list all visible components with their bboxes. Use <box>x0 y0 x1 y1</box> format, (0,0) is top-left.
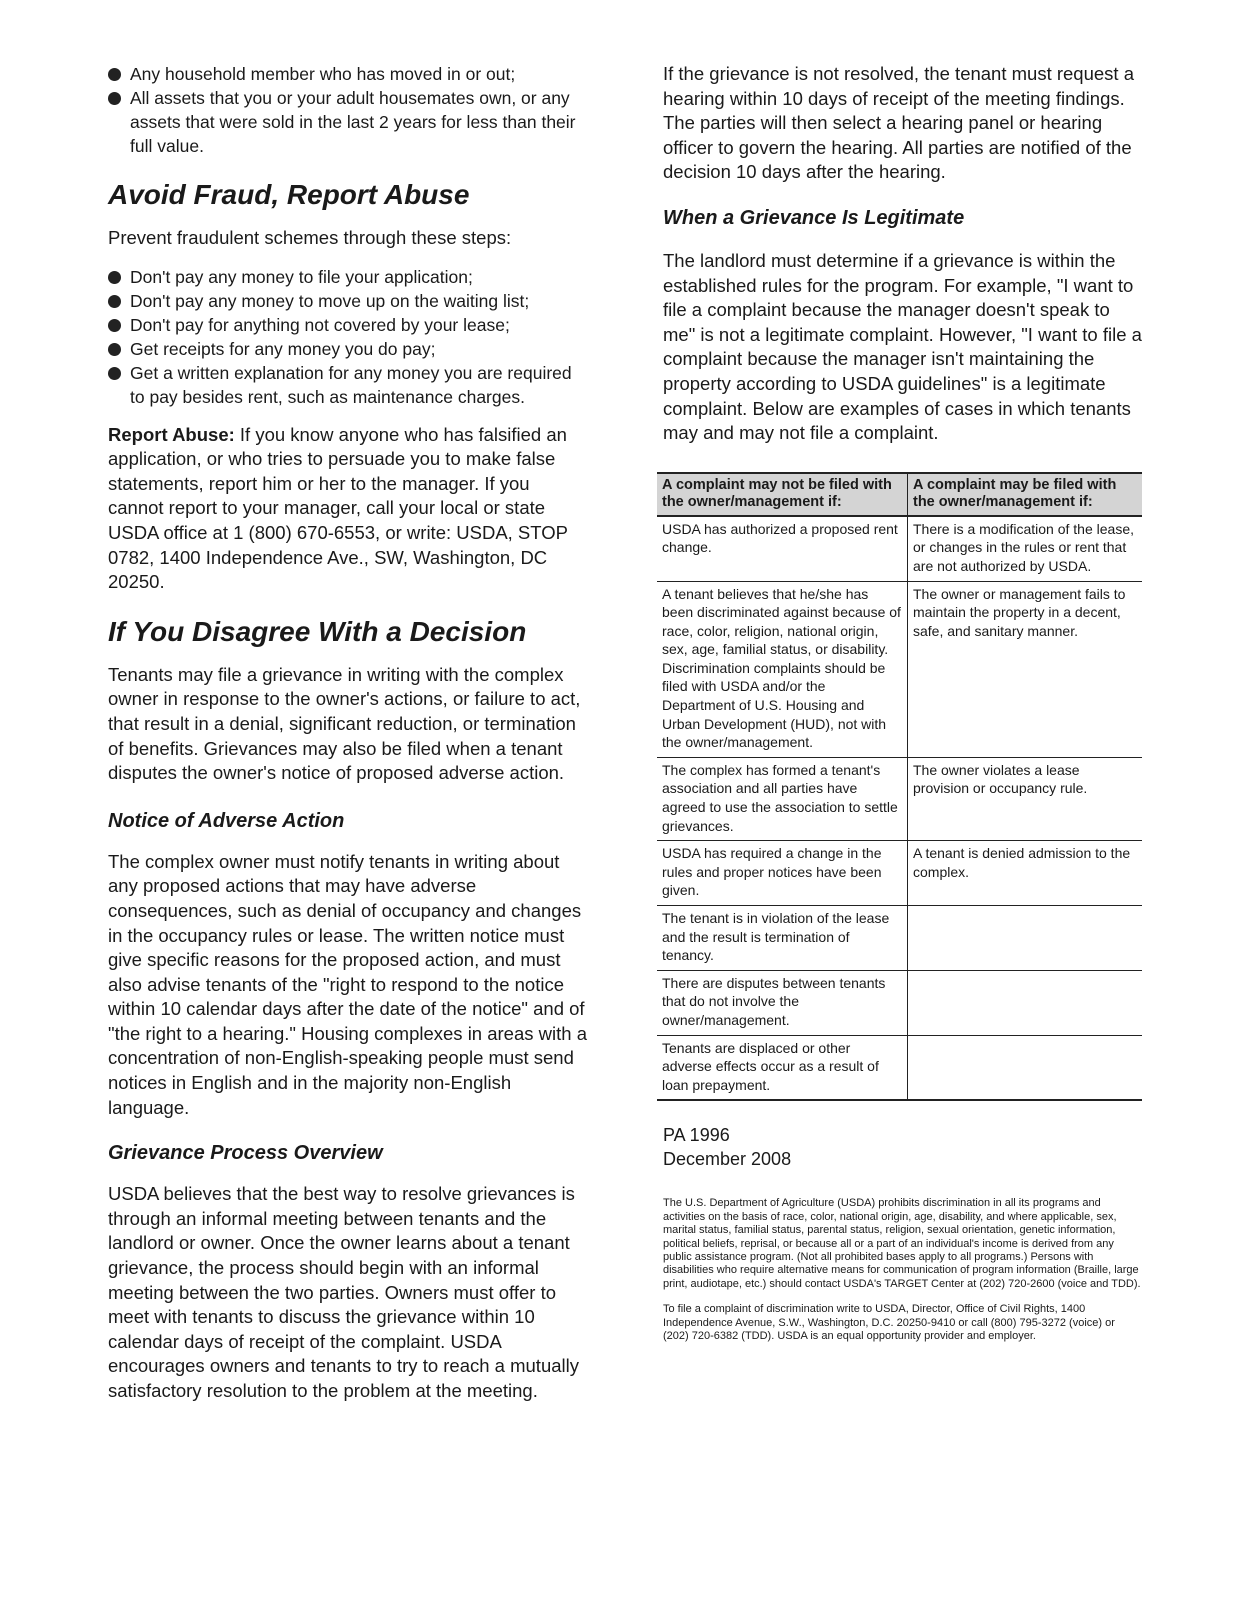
grievance-process-heading: Grievance Process Overview <box>108 1142 383 1165</box>
list-item: Don't pay any money to file your application; <box>108 265 588 289</box>
hearing-paragraph: If the grievance is not resolved, the tenant must request a hearing within 10 days of receipt of the meeting findings. The parties will then select a hearing panel or hearing officer to govern the hearing. All parties are notified of the decision 10 days after the hearing. <box>663 63 1134 183</box>
bullet-icon <box>108 319 121 332</box>
table-row <box>657 757 1142 840</box>
table-row <box>657 516 1142 581</box>
fraud-steps-list <box>108 265 588 409</box>
column-header-may-file: A complaint may be filed with the owner/management if: <box>908 473 1143 516</box>
cell-may-not-file: USDA has required a change in the rules and proper notices have been given. <box>657 841 908 906</box>
cell-may-file: A tenant is denied admission to the complex. <box>908 841 1143 906</box>
report-abuse-text: If you know anyone who has falsified an application, or who tries to persuade you to make false statements, report him or her to the manager. If you cannot report to your manager, call your local or state USDA office at 1 (800) 670-6553, or write: USDA, STOP 0782, 1400 Independence Ave., SW, Washington, DC 20250. <box>108 423 568 593</box>
cell-may-file: The owner violates a lease provision or occupancy rule. <box>908 757 1143 840</box>
legitimate-grievance-paragraph: The landlord must determine if a grievance is within the established rules for the program. For example, "I want to file a complaint because the manager doesn't speak to me" is not a legitimate complaint. However, "I want to file a complaint because the manager isn't maintaining the property according to USDA guidelines" is a legitimate complaint. Below are examples of cases in which tenants may and may not file a complaint. <box>663 249 1142 444</box>
cell-may-not-file: A tenant believes that he/she has been discriminated against because of race, color, religion, national origin, sex, age, familial status, or disability. Discrimination complaints should be filed with USDA and/or the Department of U.S. Housing and Urban Development (HUD), not with the owner/management. <box>657 581 908 757</box>
left-column <box>108 62 588 1404</box>
list-item: Get a written explanation for any money you are required to pay besides rent, such as maintenance charges. <box>108 361 588 409</box>
cell-may-file <box>908 906 1143 971</box>
publication-date: December 2008 <box>663 1149 792 1170</box>
cell-may-not-file: The complex has formed a tenant's association and all parties have agreed to use the association to settle grievances. <box>657 757 908 840</box>
table-row <box>657 970 1142 1035</box>
cell-may-not-file: USDA has authorized a proposed rent change. <box>657 516 908 581</box>
table-row <box>657 581 1142 757</box>
cell-may-file: There is a modification of the lease, or changes in the rules or rent that are not authorized by USDA. <box>908 516 1143 581</box>
cell-may-file <box>908 970 1143 1035</box>
bullet-icon <box>108 68 121 81</box>
list-item: Don't pay for anything not covered by your lease; <box>108 313 588 337</box>
complaint-comparison-table <box>657 472 1142 1102</box>
bullet-icon <box>108 92 121 105</box>
table-row <box>657 1035 1142 1100</box>
bullet-icon <box>108 295 121 308</box>
adverse-action-paragraph: The complex owner must notify tenants in writing about any proposed actions that may have adverse consequences, such as denial of occupancy and changes in the occupancy rules or lease. The written notice must give specific reasons for the proposed action, and must also advise tenants of the "right to respond to the notice within 10 calendar days after the date of the notice" and of "the right to a hearing." Housing complexes in areas with a concentration of non-English-speaking people must send notices in English and in the majority non-English language. <box>108 850 587 1118</box>
list-item: Get receipts for any money you do pay; <box>108 337 588 361</box>
column-header-may-not-file: A complaint may not be filed with the owner/management if: <box>657 473 908 516</box>
list-item: Any household member who has moved in or out; <box>108 62 588 86</box>
nondiscrimination-statement: The U.S. Department of Agriculture (USDA) prohibits discrimination in all its programs and activities on the basis of race, color, national origin, age, disability, and where applicable, sex, marital status, familial status, parental status, religion, sexual orientation, genetic information, political beliefs, reprisal, or because all or a part of an individual's income is derived from any public assistance program. (Not all prohibited bases apply to all programs.) Persons with disabilities who require alternative means for communication of program information (Braille, large print, audiotape, etc.) should contact USDA's TARGET Center at (202) 720-2600 (voice and TDD). <box>663 1197 1141 1290</box>
list-item: All assets that you or your adult housemates own, or any assets that were sold in the last 2 years for less than their full value. <box>108 86 588 158</box>
household-change-list <box>108 62 588 158</box>
bullet-icon <box>108 367 121 380</box>
report-abuse-label: Report Abuse: <box>108 423 235 445</box>
grievance-process-paragraph: USDA believes that the best way to resolve grievances is through an informal meeting between tenants and the landlord or owner. Once the owner learns about a tenant grievance, the process should begin with an informal meeting between the two parties. Owners must offer to meet with tenants to discuss the grievance within 10 calendar days of receipt of the complaint. USDA encourages owners and tenants to try to reach a mutually satisfactory resolution to the problem at the meeting. <box>108 1183 579 1401</box>
cell-may-not-file: Tenants are displaced or other adverse effects occur as a result of loan prepayment. <box>657 1035 908 1100</box>
fraud-intro: Prevent fraudulent schemes through these steps: <box>108 227 512 248</box>
list-item: Don't pay any money to move up on the waiting list; <box>108 289 588 313</box>
disagree-heading: If You Disagree With a Decision <box>108 615 527 647</box>
cell-may-file: The owner or management fails to maintain the property in a decent, safe, and sanitary manner. <box>908 581 1143 757</box>
fraud-heading: Avoid Fraud, Report Abuse <box>108 179 470 210</box>
cell-may-file <box>908 1035 1143 1100</box>
cell-may-not-file: There are disputes between tenants that do not involve the owner/management. <box>657 970 908 1035</box>
complaint-filing-statement: To file a complaint of discrimination write to USDA, Director, Office of Civil Rights, 1400 Independence Avenue, S.W., Washington, D.C. 20250-9410 or call (800) 795-3272 (voice) or (202) 720-6382 (TDD). USDA is an equal opportunity provider and employer. <box>663 1303 1115 1342</box>
table-row <box>657 906 1142 971</box>
cell-may-not-file: The tenant is in violation of the lease and the result is termination of tenancy. <box>657 906 908 971</box>
bullet-icon <box>108 343 121 356</box>
bullet-icon <box>108 271 121 284</box>
report-abuse-paragraph <box>108 423 588 595</box>
legitimate-grievance-heading: When a Grievance Is Legitimate <box>663 206 965 229</box>
table-row <box>657 841 1142 906</box>
adverse-action-heading: Notice of Adverse Action <box>108 809 345 832</box>
table-header-row <box>657 473 1142 516</box>
right-column <box>663 62 1143 1343</box>
publication-number: PA 1996 <box>663 1125 730 1146</box>
disagree-paragraph: Tenants may file a grievance in writing with the complex owner in response to the owner's actions, or failure to act, that result in a denial, significant reduction, or termination of benefits. Grievances may also be filed when a tenant disputes the owner's notice of proposed adverse action. <box>108 663 581 784</box>
